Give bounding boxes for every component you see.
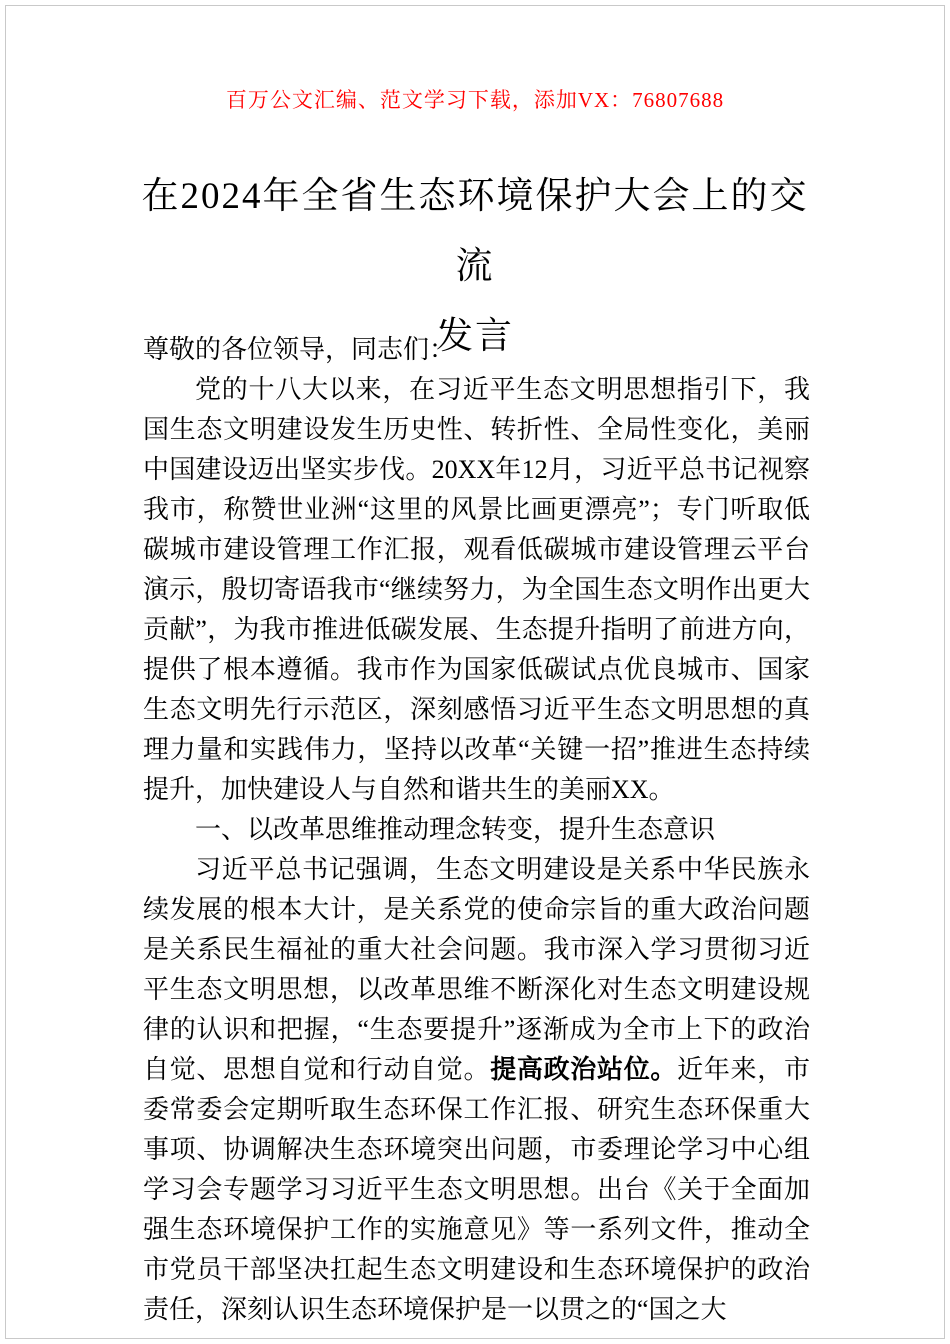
text-run: 近年来，市委常委会定期听取生态环保工作汇报、研究生态环保重大事项、协调解决生态环境突出问题，市委理论学习中心组学习会专题学习习近平生态文明思想。出台《关于全面加强生态环境保护工作的实施意见》等一系列文件，推动全市党员干部坚决扛起生态文明建设和生态环境保护的政治责任，深刻认识生态环境保护是一以贯之的“国之大	[143, 1055, 810, 1324]
bold-text-run: 提高政治站位。	[490, 1055, 678, 1084]
text-run: 习近平总书记强调，生态文明建设是关系中华民族永续发展的根本大计，是关系党的使命宗旨的重大政治问题是关系民生福祉的重大社会问题。我市深入学习贯彻习近平生态文明思想，以改革思维不断深化对生态文明建设规律的认识和把握，“生态要提升”逐渐成为全市上下的政治自觉、思想自觉和行动自觉。	[143, 855, 810, 1084]
paragraph	[143, 810, 810, 850]
document-body	[143, 330, 810, 1330]
text-run: 尊敬的各位领导，同志们：	[143, 335, 456, 364]
document-title-line-1: 在2024年全省生态环境保护大会上的交流	[141, 176, 809, 287]
paragraph	[143, 330, 810, 370]
watermark-notice: 百万公文汇编、范文学习下载，添加VX：76807688	[225, 88, 725, 112]
paragraph	[143, 370, 810, 810]
text-run: 一、以改革思维推动理念转变，提升生态意识	[195, 815, 716, 844]
paragraph	[143, 850, 810, 1330]
text-run: 党的十八大以来，在习近平生态文明思想指引下，我国生态文明建设发生历史性、转折性、全局性变化，美丽中国建设迈出坚实步伐。20XX年12月，习近平总书记视察我市，称赞世业洲“这里的风景比画更漂亮”；专门听取低碳城市建设管理工作汇报，观看低碳城市建设管理云平台演示，殷切寄语我市“继续努力，为全国生态文明作出更大贡献”，为我市推进低碳发展、生态提升指明了前进方向，提供了根本遵循。我市作为国家低碳试点优良城市、国家生态文明先行示范区，深刻感悟习近平生态文明思想的真理力量和实践伟力，坚持以改革“关键一招”推进生态持续提升，加快建设人与自然和谐共生的美丽XX。	[143, 375, 810, 804]
document-title-line-2: 发言	[436, 316, 514, 357]
